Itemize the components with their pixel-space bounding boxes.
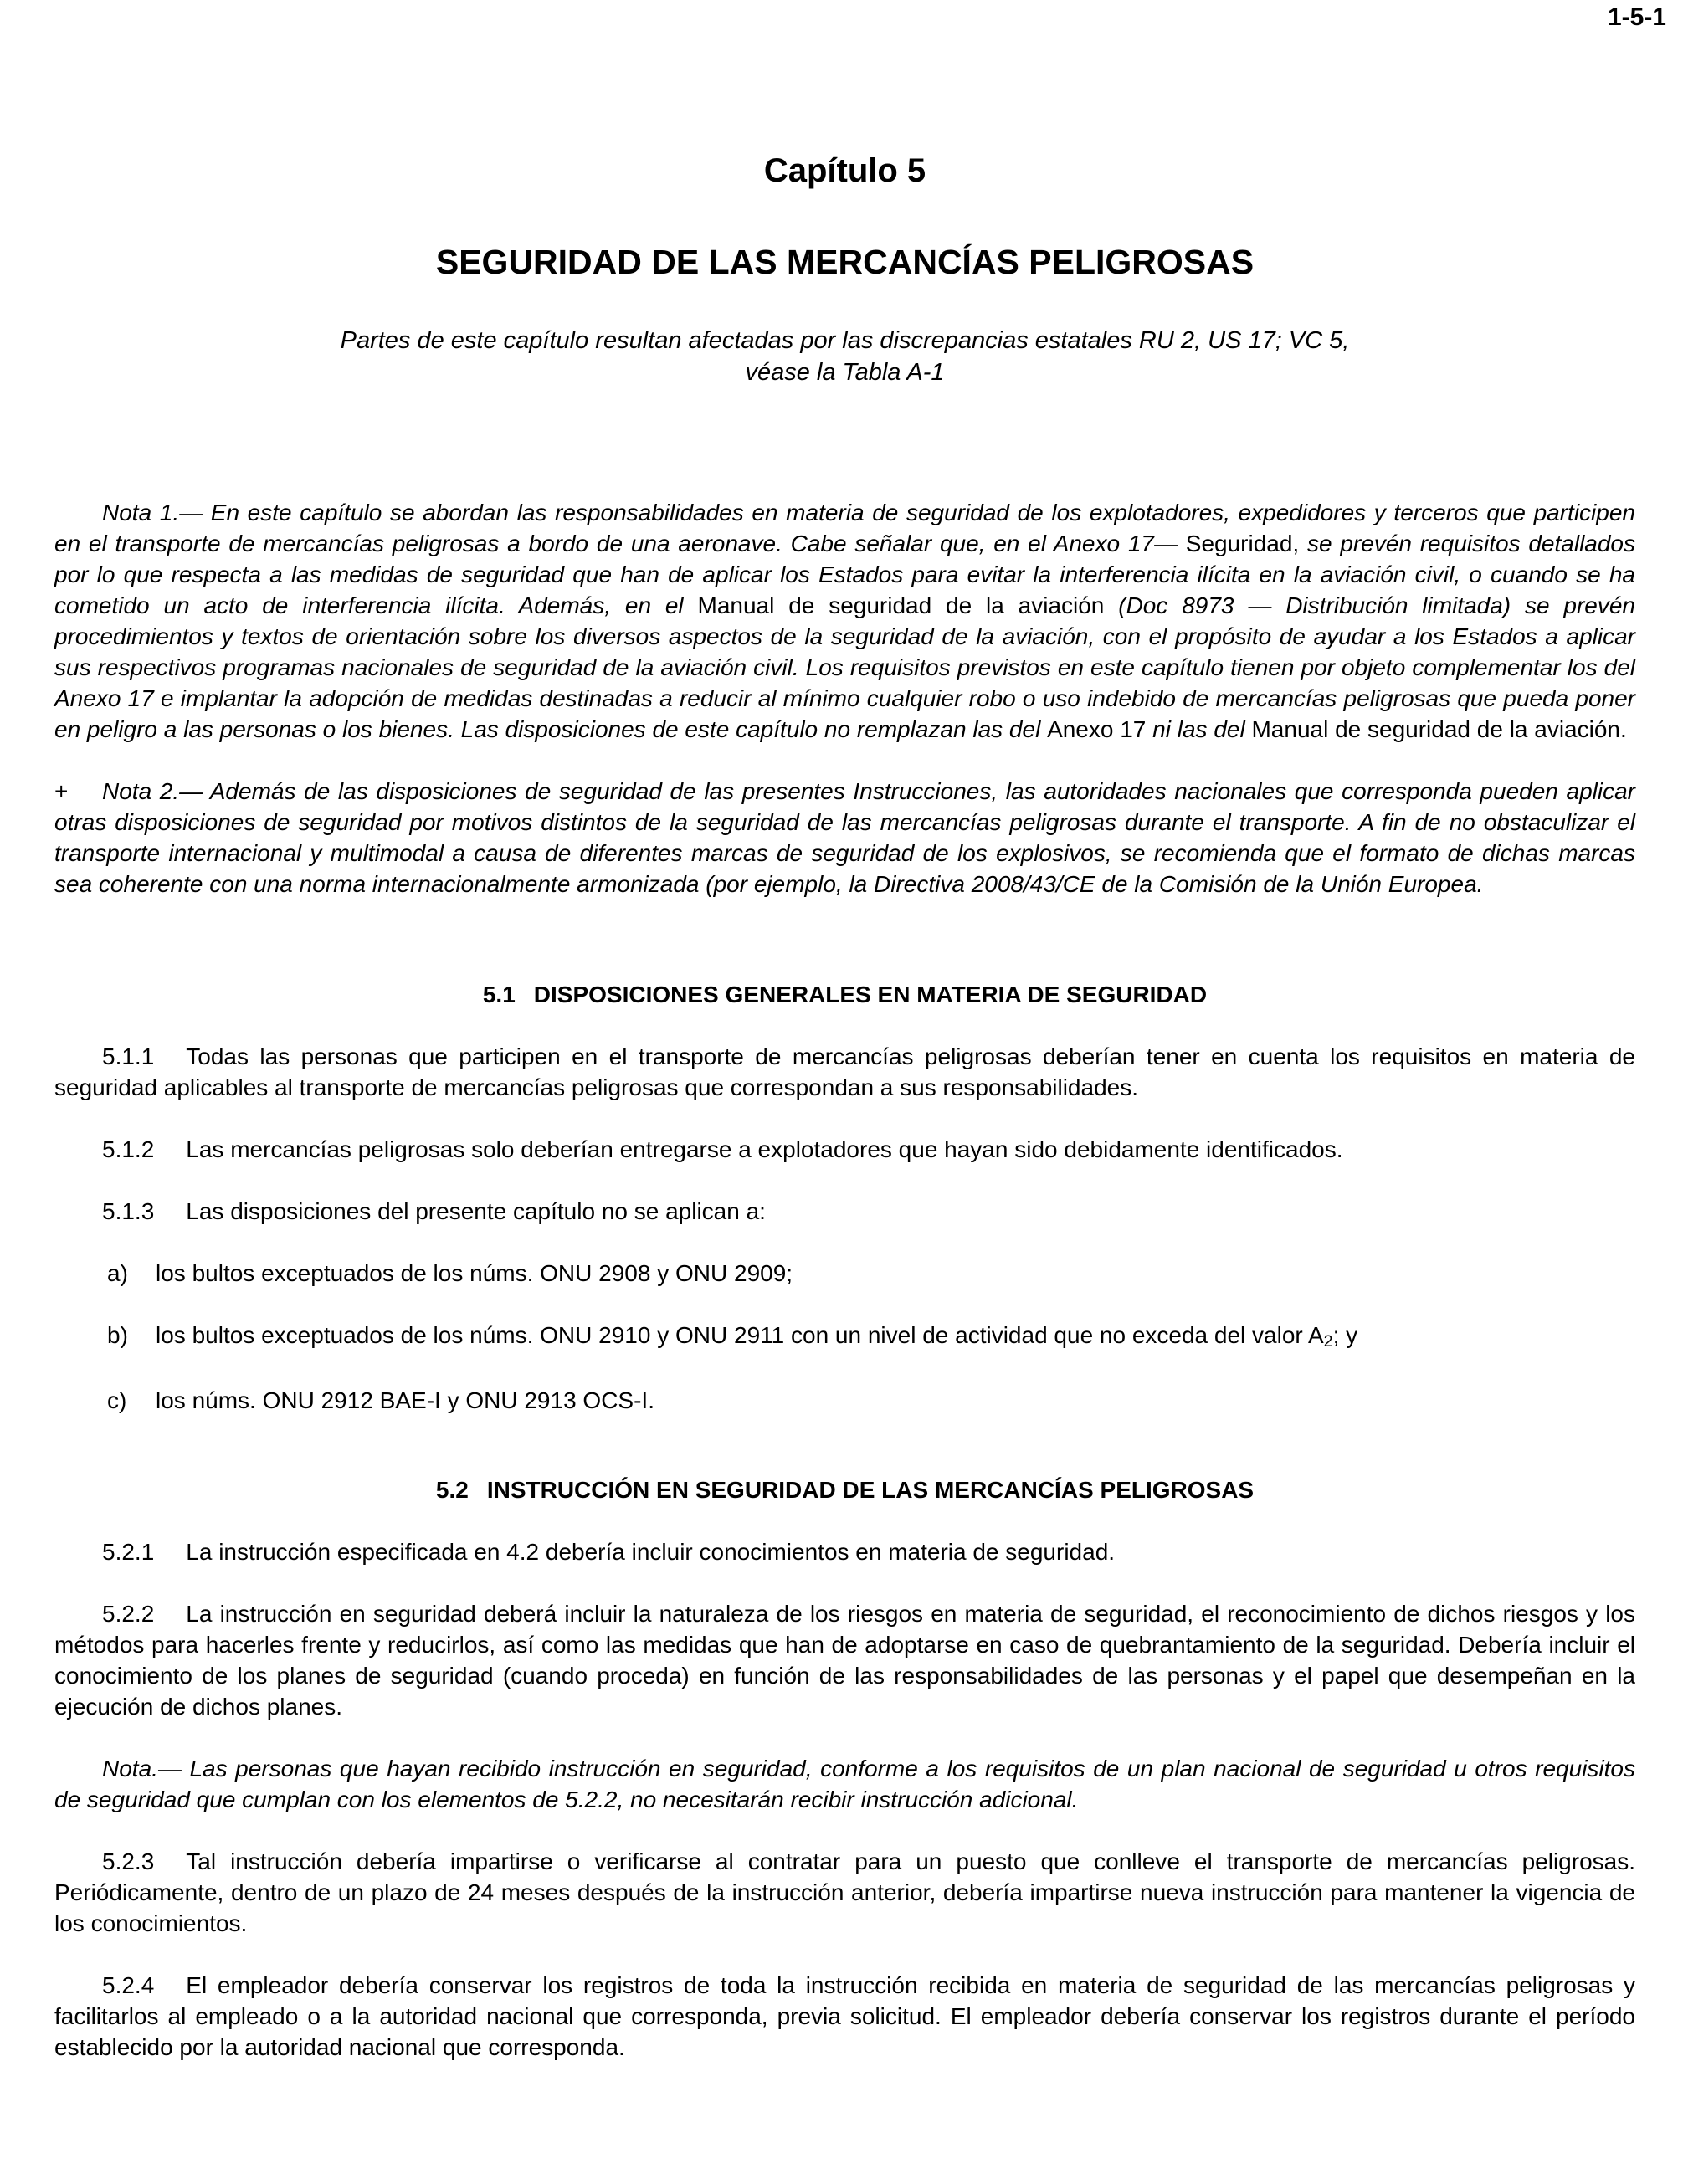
list-item-a: [54, 1258, 1635, 1289]
paragraph-number: 5.1.2: [102, 1136, 155, 1162]
note-5-2-2: Nota.— Las personas que hayan recibido instrucción en seguridad, conforme a los requisitos de un plan nacional de seguridad u otros requisitos de seguridad que cumplan con los elementos de 5.2.2, no necesitarán recibir instrucción adicional.: [54, 1756, 1635, 1812]
paragraph-text: Todas las personas que participen en el transporte de mercancías peligrosas deberían tener en cuenta los requisitos en materia de seguridad aplicables al transporte de mercancías peligrosas que correspondan a sus responsabilidades.: [54, 1043, 1635, 1100]
section-5-1-title: DISPOSICIONES GENERALES EN MATERIA DE SEGURIDAD: [533, 982, 1208, 1007]
paragraph-5-1-2: [54, 1134, 1635, 1165]
paragraph-5-2-3: [54, 1846, 1635, 1939]
paragraph-text: La instrucción en seguridad deberá incluir la naturaleza de los riesgos en materia de seguridad, el reconocimiento de dichos riesgos y los métodos para hacerles frente y reducirlos, así como las medidas que han de adoptarse en caso de quebrantamiento de la seguridad. Debería incluir el conocimiento de los planes de seguridad (cuando proceda) en función de las responsabilidades de las personas y el papel que desempeñan en la ejecución de dichos planes.: [54, 1601, 1635, 1720]
paragraph-5-1-1: [54, 1041, 1635, 1103]
paragraph-number: 5.2.1: [102, 1539, 155, 1565]
paragraph-text: Las disposiciones del presente capítulo no se aplican a:: [186, 1198, 766, 1224]
paragraph-5-2-2: [54, 1598, 1635, 1722]
paragraph-text: Tal instrucción debería impartirse o verificarse al contratar para un puesto que conlleve el transporte de mercancías peligrosas. Periódicamente, dentro de un plazo de 24 meses después de la instrucción anterior, debería impartirse nueva instrucción para mantener la vigencia de los conocimientos.: [54, 1848, 1635, 1936]
note-2-text: Nota 2.— Además de las disposiciones de seguridad de las presentes Instrucciones, las autoridades nacionales que corresponda pueden aplicar otras disposiciones de seguridad por motivos distintos de la seguridad de las mercancías peligrosas durante el transporte. A fin de no obstaculizar el transporte internacional y multimodal a causa de diferentes marcas de seguridad de los explosivos, se recomienda que el formato de dichas marcas sea coherente con una norma internacionalmente armonizada (por ejemplo, la Directiva 2008/43/CE de la Comisión de la Unión Europea.: [54, 778, 1635, 897]
paragraph-number: 5.1.3: [102, 1198, 155, 1224]
list-item-label: c): [107, 1387, 127, 1413]
list-item-label: a): [107, 1260, 128, 1286]
paragraph-number: 5.2.3: [102, 1848, 155, 1874]
paragraph-number: 5.2.4: [102, 1972, 155, 1998]
chapter-subtitle: [54, 325, 1635, 388]
page-title: SEGURIDAD DE LAS MERCANCÍAS PELIGROSAS: [435, 243, 1255, 281]
paragraph-number: 5.1.1: [102, 1043, 155, 1069]
list-item-text: los bultos exceptuados de los núms. ONU 2908 y ONU 2909;: [156, 1260, 793, 1286]
list-item-b: [54, 1320, 1635, 1354]
paragraph-5-1-3: [54, 1196, 1635, 1227]
change-marker: +: [54, 778, 69, 804]
section-5-2-number: 5.2: [435, 1477, 469, 1503]
paragraph-number: 5.2.2: [102, 1601, 155, 1627]
subtitle-line-2: véase la Tabla A-1: [745, 359, 945, 386]
paragraph-text: La instrucción especificada en 4.2 debería incluir conocimientos en materia de seguridad.: [186, 1539, 1116, 1565]
list-item-c: [54, 1385, 1635, 1416]
note-1: Nota 1.— En este capítulo se abordan las responsabilidades en materia de seguridad de los explotadores, expedidores y terceros que participen en el transporte de mercancías peligrosas a bordo de una aeronave. Cabe señalar que, en el Anexo 17— Seguridad, se prevén requisitos detallados por lo que respecta a las medidas de seguridad que han de aplicar los Estados para evitar la interferencia ilícita en la aviación civil, o cuando se ha cometido un acto de interferencia ilícita. Además, en el Manual de seguridad de la aviación (Doc 8973 — Distribución limitada) se prevén procedimientos y textos de orientación sobre los diversos aspectos de la seguridad de la aviación, con el propósito de ayudar a los Estados a aplicar sus respectivos programas nacionales de seguridad de la aviación civil. Los requisitos previstos en este capítulo tienen por objeto complementar los del Anexo 17 e implantar la adopción de medidas destinadas a reducir al mínimo cualquier robo o uso indebido de mercancías peligrosas que pueda poner en peligro a las personas o los bienes. Las disposiciones de este capítulo no remplazan las del Anexo 17 ni las del Manual de seguridad de la aviación.: [54, 500, 1636, 742]
section-5-1-heading: [54, 979, 1635, 1010]
section-5-1-number: 5.1: [482, 982, 516, 1007]
section-5-2-title: INSTRUCCIÓN EN SEGURIDAD DE LAS MERCANCÍAS PELIGROSAS: [486, 1477, 1255, 1503]
paragraph-5-2-1: [54, 1536, 1635, 1567]
list-item-label: b): [107, 1322, 128, 1348]
chapter-label: Capítulo 5: [763, 152, 926, 189]
list-item-text: los bultos exceptuados de los núms. ONU 2910 y ONU 2911 con un nivel de actividad que no exceda del valor A2; y: [156, 1322, 1358, 1351]
paragraph-text: Las mercancías peligrosas solo deberían entregarse a explotadores que hayan sido debidamente identificados.: [186, 1136, 1343, 1162]
paragraph-text: El empleador debería conservar los registros de toda la instrucción recibida en materia de seguridad de las mercancías peligrosas y facilitarlos al empleado o a la autoridad nacional que corresponda, previa solicitud. El empleador debería conservar los registros durante el período establecido por la autoridad nacional que corresponda.: [54, 1972, 1635, 2060]
list-item-text: los núms. ONU 2912 BAE-I y ONU 2913 OCS-I.: [156, 1387, 654, 1413]
page-number: 1-5-1: [1607, 3, 1666, 31]
paragraph-5-2-4: [54, 1970, 1635, 2063]
section-5-2-heading: [54, 1474, 1635, 1505]
subtitle-line-1: Partes de este capítulo resultan afectadas por las discrepancias estatales RU 2, US 17; VC 5,: [340, 327, 1350, 354]
note-2: [54, 776, 1635, 900]
